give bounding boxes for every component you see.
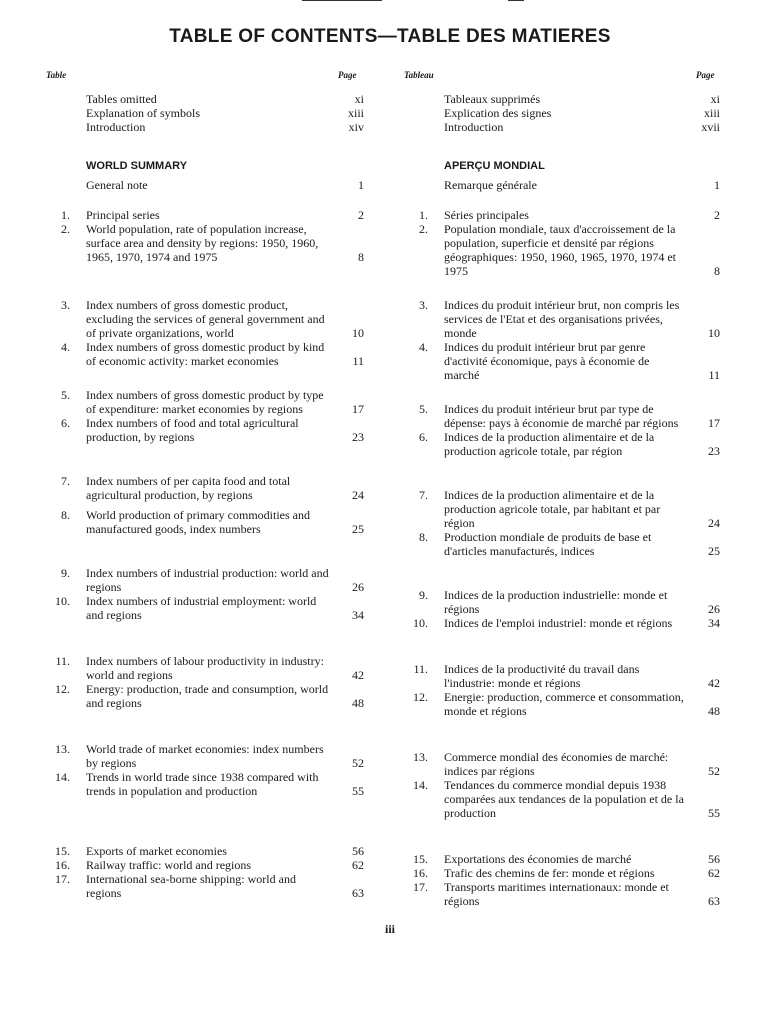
toc-entry[interactable]: 17. Transports maritimes internationaux: monde et régions 63 [413,880,720,908]
toc-entry[interactable]: 7. Index numbers of per capita food and total agricultural production, by regions 24 [61,474,364,502]
toc-entry[interactable]: Introduction xiv [86,120,364,134]
toc-entry[interactable]: 8. Production mondiale de produits de base et d'articles manufacturés, indices 25 [419,530,720,558]
toc-entry[interactable]: Tables omitted xi [86,92,364,106]
toc-entry[interactable]: 5. Index numbers of gross domestic product by type of expenditure: market economies by regions 17 [61,388,364,416]
page-title: TABLE OF CONTENTS—TABLE DES MATIERES [169,26,611,47]
right-table-header: Tableau [404,70,434,80]
toc-entry[interactable]: 14. Tendances du commerce mondial depuis 1938 comparées aux tendances de la population et de la production 55 [413,778,720,820]
toc-entry[interactable]: 12. Energy: production, trade and consumption, world and regions 48 [55,682,364,710]
toc-entry[interactable]: 15. Exportations des économies de marché 56 [413,852,720,866]
english-contents-column [46,92,364,900]
toc-entry[interactable]: 6. Indices de la production alimentaire et de la production agricole totale, par région 23 [419,430,720,458]
left-table-header: Table [46,70,67,80]
toc-entry[interactable]: 2. World population, rate of population increase, surface area and density by regions: 1950, 1960, 1965, 1970, 1974 and 1975 8 [61,222,364,264]
toc-entry[interactable]: 11. Indices de la productivité du travail dans l'industrie: monde et régions 42 [413,662,720,690]
toc-entry[interactable]: 4. Indices du produit intérieur brut par genre d'activité économique, pays à économie de marché 11 [419,340,720,382]
toc-entry[interactable]: 7. Indices de la production alimentaire et de la production agricole totale, par habitant et par région 24 [419,488,720,530]
toc-entry[interactable]: 2. Population mondiale, taux d'accroissement de la population, superficie et densité par régions géographiques: 1950, 1960, 1965, 1970, 1974 et 1975 8 [419,222,720,278]
toc-entry[interactable]: Explication des signes xiii [444,106,720,120]
toc-entry[interactable]: 15. Exports of market economies 56 [55,844,364,858]
toc-entry[interactable]: Introduction xvii [444,120,720,134]
french-contents-column [404,92,720,908]
toc-entry[interactable]: 10. Indices de l'emploi industriel: monde et régions 34 [413,616,720,630]
toc-entry[interactable]: 1. Principal series 2 [61,208,364,222]
top-rule-right [508,0,524,1]
toc-entry[interactable]: 17. International sea-borne shipping: world and regions 63 [55,872,364,900]
section-heading: WORLD SUMMARY [86,160,188,172]
toc-entry[interactable]: Explanation of symbols xiii [86,106,364,120]
toc-entry[interactable]: 10. Index numbers of industrial employment: world and regions 34 [55,594,364,622]
toc-entry[interactable]: 3. Index numbers of gross domestic product, excluding the services of general government and of private organizations, world 10 [61,298,364,340]
toc-entry[interactable]: 8. World production of primary commodities and manufactured goods, index numbers 25 [61,508,364,536]
toc-entry[interactable]: 12. Energie: production, commerce et consommation, monde et régions 48 [413,690,720,718]
toc-entry[interactable]: 5. Indices du produit intérieur brut par type de dépense: pays à économie de marché par régions 17 [419,402,720,430]
toc-entry[interactable]: 13. World trade of market economies: index numbers by regions 52 [55,742,364,770]
top-rule-left [302,0,382,1]
toc-entry[interactable]: 16. Railway traffic: world and regions 62 [55,858,364,872]
toc-entry[interactable]: 4. Index numbers of gross domestic product by kind of economic activity: market economies 11 [61,340,364,368]
section-heading: APERÇU MONDIAL [444,160,545,172]
toc-entry[interactable]: 1. Séries principales 2 [419,208,720,222]
toc-entry[interactable]: 6. Index numbers of food and total agricultural production, by regions 23 [61,416,364,444]
toc-entry[interactable]: General note 1 [86,178,364,192]
toc-entry[interactable]: 9. Indices de la production industrielle: monde et régions 26 [419,588,720,616]
toc-entry[interactable]: Remarque générale 1 [444,178,720,192]
right-page-header: Page [696,70,715,80]
toc-entry[interactable]: 16. Trafic des chemins de fer: monde et régions 62 [413,866,720,880]
toc-entry[interactable]: Tableaux supprimés xi [444,92,720,106]
toc-entry[interactable]: 13. Commerce mondial des économies de marché: indices par régions 52 [413,750,720,778]
toc-entry[interactable]: 11. Index numbers of labour productivity in industry: world and regions 42 [55,654,364,682]
toc-entry[interactable]: 14. Trends in world trade since 1938 compared with trends in population and production 55 [55,770,364,798]
left-page-header: Page [338,70,357,80]
page-number: iii [384,922,395,936]
toc-entry[interactable]: 3. Indices du produit intérieur brut, non compris les services de l'Etat et des organisations privées, monde 10 [419,298,720,340]
toc-entry[interactable]: 9. Index numbers of industrial production: world and regions 26 [61,566,364,594]
